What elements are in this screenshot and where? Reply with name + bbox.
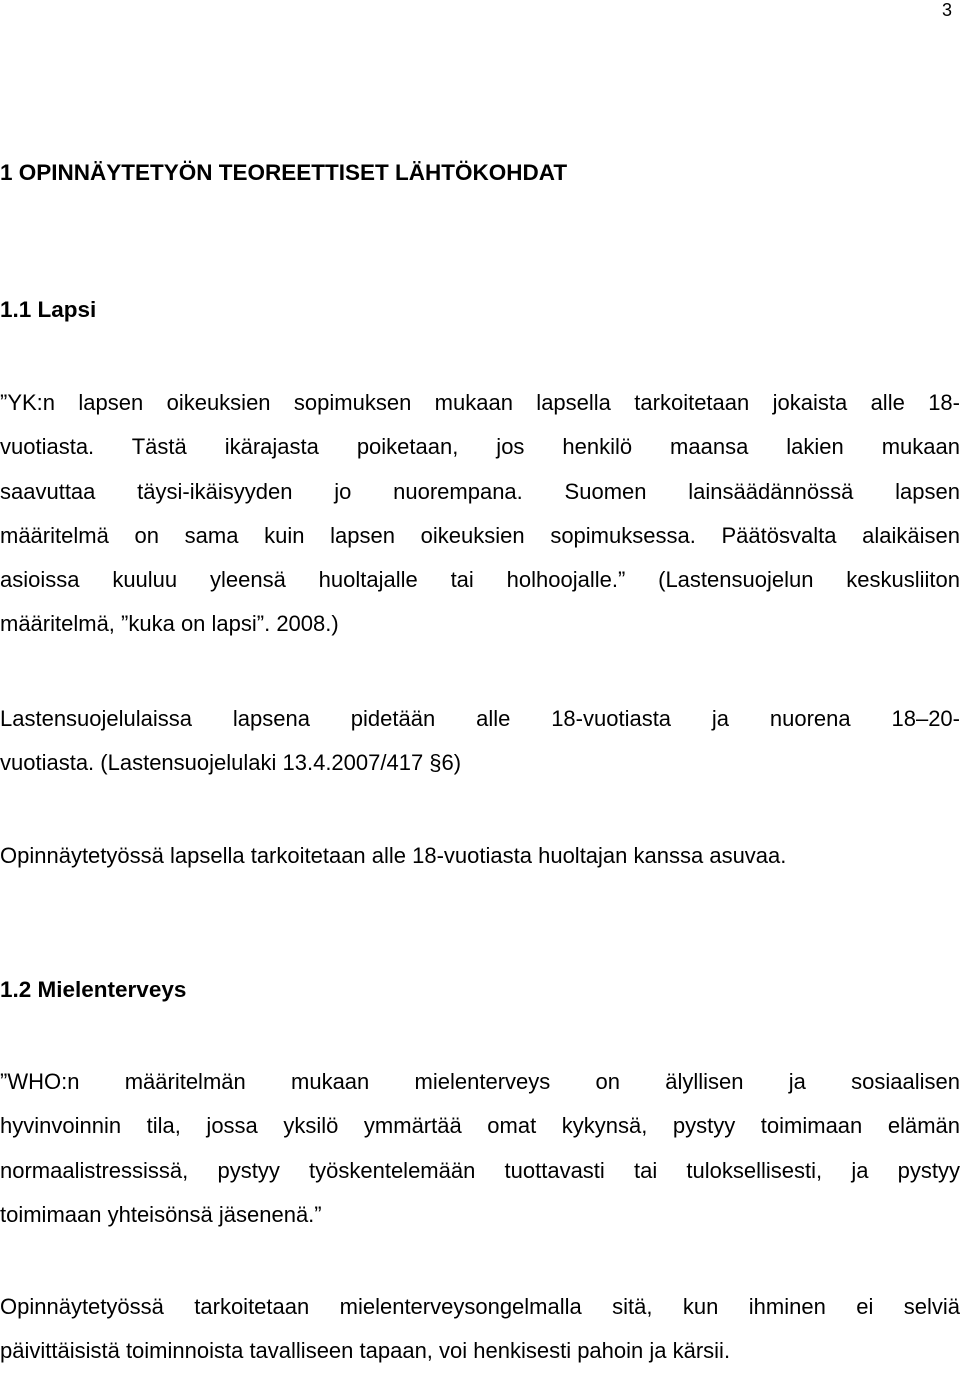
text-line: päivittäisistä toiminnoista tavalliseen tapaan, voi henkisesti pahoin ja kärsii. — [0, 1338, 731, 1364]
paragraph-lapsi-definition — [0, 381, 960, 647]
text-line: Lastensuojelulaissa lapsena pidetään alle 18-vuotiasta ja nuorena 18–20- — [0, 706, 960, 731]
page-number: 3 — [941, 0, 952, 20]
text-line: normaalistressissä, pystyy työskentelemään tuottavasti tai tuloksellisesti, ja pystyy — [0, 1157, 960, 1183]
paragraph-lastensuojelulaki — [0, 697, 960, 786]
text-line: vuotiasta. Tästä ikärajasta poiketaan, jos henkilö maansa lakien mukaan — [0, 434, 960, 460]
text-line: saavuttaa täysi-ikäisyyden jo nuorempana. Suomen lainsäädännössä lapsen — [0, 478, 960, 504]
paragraph-who-definition — [0, 1060, 960, 1237]
paragraph-mielenterveys-thesis — [0, 1285, 960, 1374]
text-line: Opinnäytetyössä lapsella tarkoitetaan alle 18-vuotiasta huoltajan kanssa asuvaa. — [0, 843, 787, 868]
text-line: määritelmä, ”kuka on lapsi”. 2008.) — [0, 611, 339, 637]
section-heading-mielenterveys: 1.2 Mielenterveys — [0, 977, 187, 1002]
text-line: ”WHO:n määritelmän mukaan mielenterveys on älyllisen ja sosiaalisen — [0, 1069, 960, 1094]
text-line: määritelmä on sama kuin lapsen oikeuksien sopimuksessa. Päätösvalta alaikäisen — [0, 522, 960, 548]
paragraph-lapsi-thesis — [0, 834, 960, 878]
text-line: Opinnäytetyössä tarkoitetaan mielenterveysongelmalla sitä, kun ihminen ei selviä — [0, 1294, 960, 1319]
text-line: vuotiasta. (Lastensuojelulaki 13.4.2007/417 §6) — [0, 750, 462, 776]
text-line: hyvinvoinnin tila, jossa yksilö ymmärtää omat kykynsä, pystyy toimimaan elämän — [0, 1113, 960, 1139]
text-line: asioissa kuuluu yleensä huoltajalle tai holhoojalle.” (Lastensuojelun keskusliiton — [0, 567, 960, 593]
text-line: toimimaan yhteisönsä jäsenenä.” — [0, 1201, 322, 1227]
chapter-heading: 1 OPINNÄYTETYÖN TEOREETTISET LÄHTÖKOHDAT — [0, 160, 568, 185]
section-heading-lapsi: 1.1 Lapsi — [0, 297, 97, 322]
text-line: ”YK:n lapsen oikeuksien sopimuksen mukaan lapsella tarkoitetaan jokaista alle 18- — [0, 390, 960, 415]
